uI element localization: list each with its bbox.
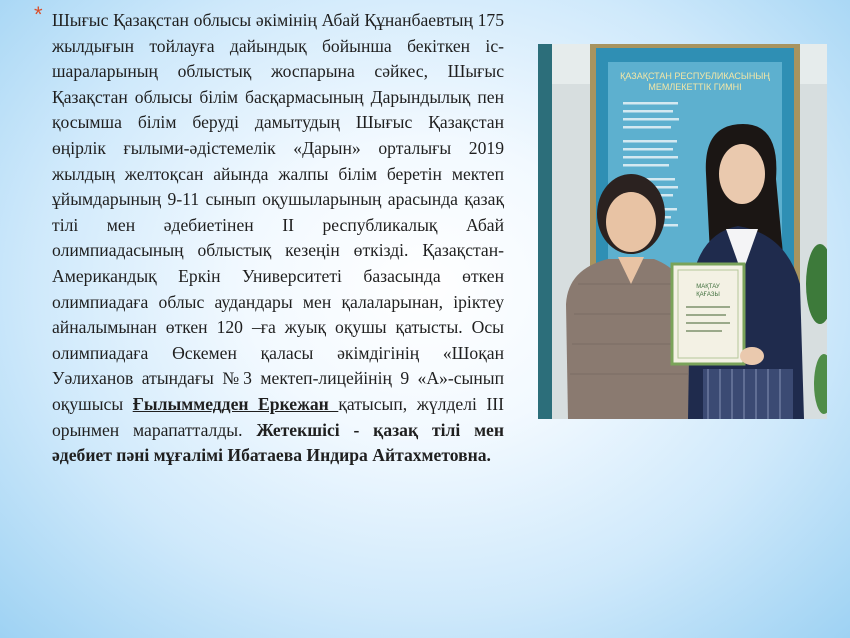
diploma-title-line2: ҚАҒАЗЫ — [696, 292, 720, 298]
poster-title-line1: ҚАЗАҚСТАН РЕСПУБЛИКАСЫНЫҢ — [620, 71, 770, 81]
article-paragraph — [52, 8, 504, 469]
paragraph-middle: қатысып, жүлделі III орынмен марапатталды. — [52, 393, 505, 440]
supervisor-credit: Жетекшісі - қазақ тілі мен әдебиет пәні мұғалімі Ибатаева Индира Айтахметовна. — [52, 419, 504, 466]
paragraph-intro: Шығыс Қазақстан облысы әкімінің Абай Құнанбаевтың 175 жылдығын тойлауға дайындық бойынша бекіткен іс-шараларының облыстық жоспарына сәйкес, Шығыс Қазақстан облысы білім басқармасының Дарындылық пен қосымша білім беруді дамытудың Шығыс Қазақстан өңірлік ғылыми-әдістемелік «Дарын» орталығы 2019 жылдың желтоқсан айында жалпы білім беретін мектеп ұйымдарының 9-11 сынып оқушыларының арасында қазақ тілі мен әдебиетінен II республикалық Абай олимпиадасының облыстық кезеңін өткізді. Қазақстан-Американдық Еркін Университеті базасында өткен олимпиадаға облыс аудандары мен қалаларынан, іріктеу айналымынан өткен 120 –ға жуық оқушы қатысты. Осы олимпиадаға Өскемен қаласы әкімдігінің «Шоқан Уәлиханов атындағы №3 мектеп-лицейінің 9 «А»-сынып оқушысы — [52, 10, 504, 414]
student-name: Ғылыммедден Еркежан — [132, 393, 339, 414]
diploma-certificate — [672, 264, 744, 364]
bullet-marker: * — [34, 2, 43, 27]
award-photo — [538, 44, 827, 419]
poster-title-line2: МЕМЛЕКЕТТІК ГИМНІ — [648, 82, 742, 92]
diploma-title-line1: МАҚТАУ — [696, 284, 720, 290]
